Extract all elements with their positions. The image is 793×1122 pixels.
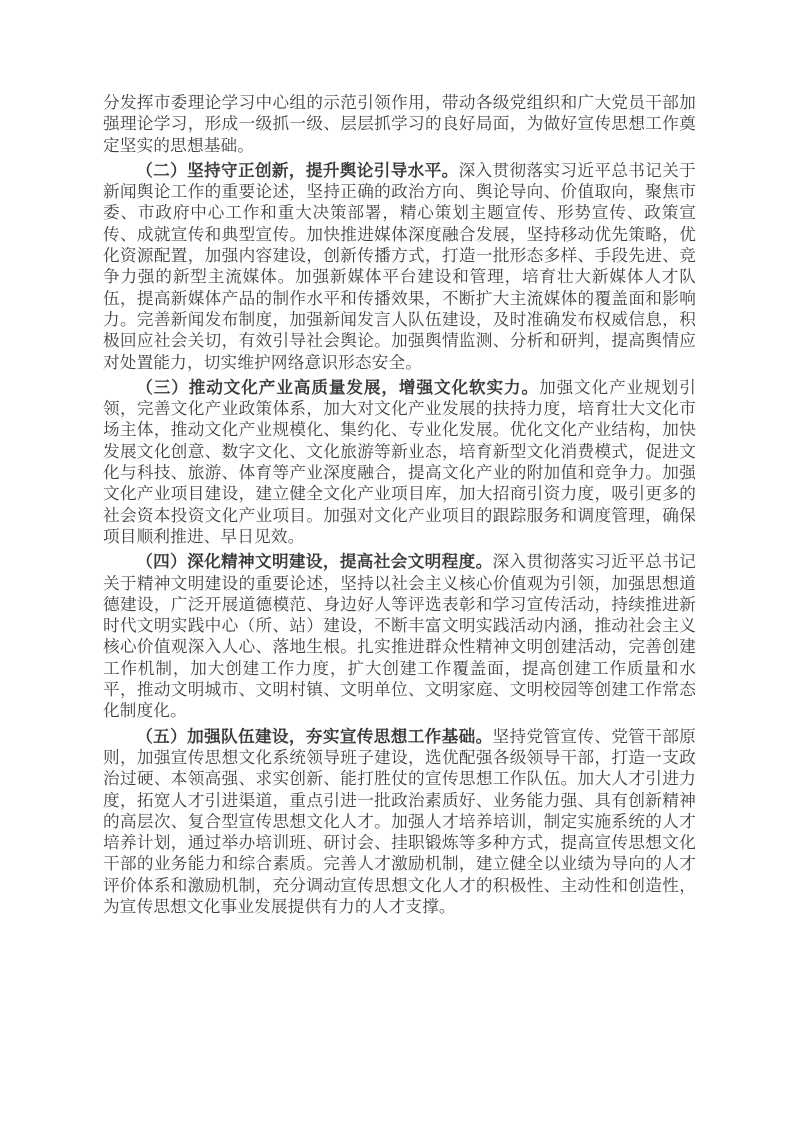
paragraph-text: 分发挥市委理论学习中心组的示范引领作用，带动各级党组织和广大党员干部加强理论学习，形成一级抓一级、层层抓学习的良好局面，为做好宣传思想工作奠定坚实的思想基础。 xyxy=(103,93,696,155)
paragraph-text: 加强文化产业规划引领，完善文化产业政策体系，加大对文化产业发展的扶持力度，培育壮大文化市场主体，推动文化产业规模化、集约化、专业化发展。优化文化产业结构，加快发展文化创意、数字文化、文化旅游等新业态，培育新型文化消费模式，促进文化与科技、旅游、体育等产业深度融合，提高文化产业的附加值和竞争力。加强文化产业项目建设，建立健全文化产业项目库，加大招商引资力度，吸引更多的社会资本投资文化产业项目。加强对文化产业项目的跟踪服务和调度管理，确保项目顺利推进、早日见效。 xyxy=(103,377,696,546)
paragraph-heading: （三）推动文化产业高质量发展，增强文化软实力。 xyxy=(136,377,540,397)
paragraph-text: 坚持党管宣传、党管干部原则，加强宣传思想文化系统领导班子建设，选优配强各级领导干部，打造一支政治过硬、本领高强、求实创新、能打胜仗的宣传思想工作队伍。加大人才引进力度，拓宽人才引进渠道，重点引进一批政治素质好、业务能力强、具有创新精神的高层次、复合型宣传思想文化人才。加强人才培养培训，制定实施系统的人才培养计划，通过举办培训班、研讨会、挂职锻炼等多种方式，提高宣传思想文化干部的业务能力和综合素质。完善人才激励机制，建立健全以业绩为导向的人才评价体系和激励机制，充分调动宣传思想文化人才的积极性、主动性和创造性，为宣传思想文化事业发展提供有力的人才支撑。 xyxy=(103,726,696,916)
paragraph-heading: （四）深化精神文明建设，提高社会文明程度。 xyxy=(136,552,493,572)
paragraph-section-4 xyxy=(103,551,696,721)
paragraph-continuation xyxy=(103,92,696,156)
paragraph-section-2 xyxy=(103,160,696,373)
paragraph-section-3 xyxy=(103,377,696,547)
paragraph-heading: （二）坚持守正创新，提升舆论引导水平。 xyxy=(136,160,459,180)
paragraph-heading: （五）加强队伍建设，夯实宣传思想工作基础。 xyxy=(136,726,493,746)
document-text-block xyxy=(103,92,696,917)
paragraph-text: 深入贯彻落实习近平总书记关于精神文明建设的重要论述，坚持以社会主义核心价值观为引领，加强思想道德建设，广泛开展道德模范、身边好人等评选表彰和学习宣传活动，持续推进新时代文明实践中心（所、站）建设，不断丰富文明实践活动内涵，推动社会主义核心价值观深入人心、落地生根。扎实推进群众性精神文明创建活动，完善创建工作机制，加大创建工作力度，扩大创建工作覆盖面，提高创建工作质量和水平，推动文明城市、文明村镇、文明单位、文明家庭、文明校园等创建工作常态化制度化。 xyxy=(103,552,696,721)
paragraph-section-5 xyxy=(103,726,696,918)
paragraph-text: 深入贯彻落实习近平总书记关于新闻舆论工作的重要论述，坚持正确的政治方向、舆论导向、价值取向，聚焦市委、市政府中心工作和重大决策部署，精心策划主题宣传、形势宣传、政策宣传、成就宣传和典型宣传。加快推进媒体深度融合发展，坚持移动优先策略，优化资源配置，加强内容建设，创新传播方式，打造一批形态多样、手段先进、竞争力强的新型主流媒体。加强新媒体平台建设和管理，培育壮大新媒体人才队伍，提高新媒体产品的制作水平和传播效果，不断扩大主流媒体的覆盖面和影响力。完善新闻发布制度，加强新闻发言人队伍建设，及时准确发布权威信息，积极回应社会关切，有效引导社会舆论。加强舆情监测、分析和研判，提高舆情应对处置能力，切实维护网络意识形态安全。 xyxy=(103,160,696,372)
